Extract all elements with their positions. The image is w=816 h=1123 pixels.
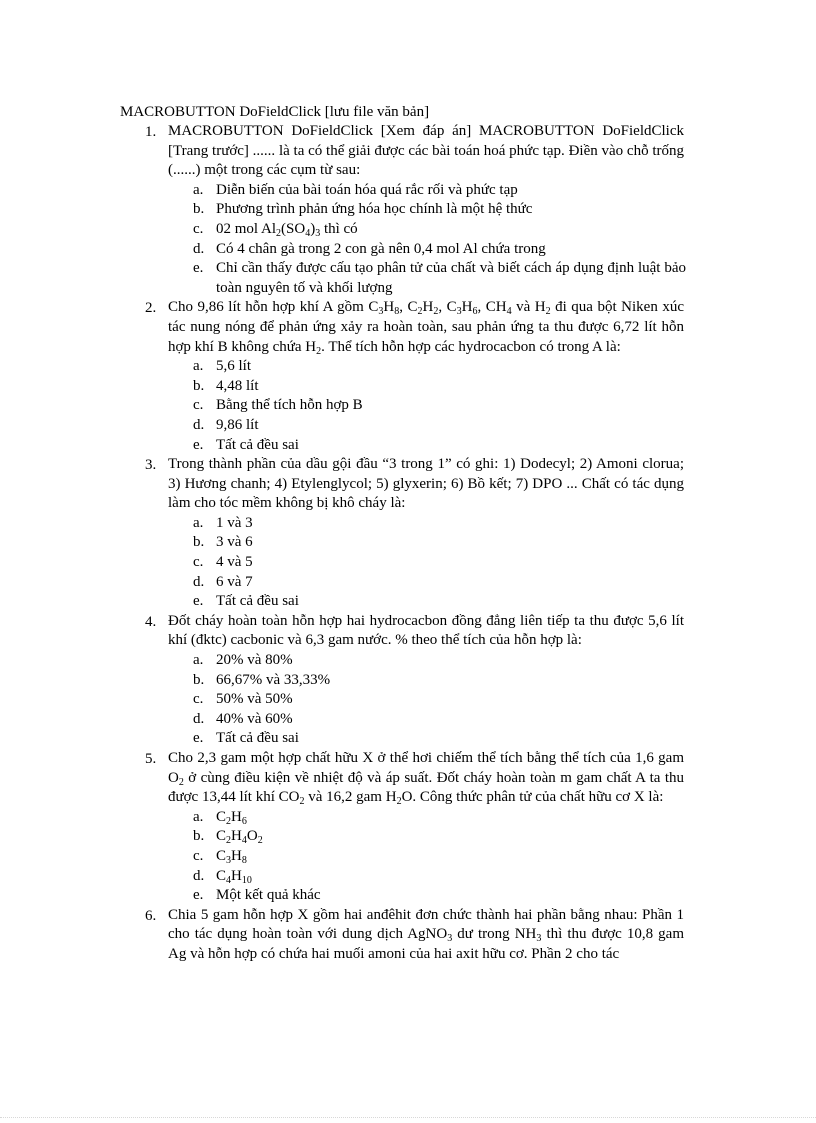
question-item (0, 749, 816, 906)
answer-option-label: e. (193, 260, 204, 277)
answer-option-label: c. (193, 691, 204, 708)
answer-option-text: Tất cả đều sai (216, 593, 299, 610)
answer-option (0, 240, 816, 260)
answer-option-text: 66,67% và 33,33% (216, 671, 331, 688)
answer-option-label: e. (193, 730, 204, 747)
question-item (0, 906, 816, 965)
question-item (0, 298, 816, 455)
answer-option-text: Bằng thể tích hỗn hợp B (216, 397, 363, 414)
answer-option (0, 671, 816, 691)
answer-option-text: Phương trình phản ứng hóa học chính là một hệ thức (216, 201, 533, 218)
answer-option-label: a. (193, 358, 204, 375)
answer-option-text: 9,86 lít (216, 416, 259, 433)
answer-option-label: c. (193, 220, 204, 237)
answer-option (0, 827, 816, 847)
answer-option (0, 847, 816, 867)
answer-option (0, 396, 816, 416)
answer-option (0, 886, 816, 906)
question-text: Chia 5 gam hỗn hợp X gồm hai anđêhit đơn chức thành hai phần bằng nhau: Phần 1 cho tác dụng hoàn toàn với dung dịch AgNO$_3$ dư trong $NH_3$ thì thu được 10,8 gam Ag và hỗn hợp có chứa hai muối amoni của hai axit hữu cơ. Phần 2 cho tác (168, 906, 684, 962)
question-item (0, 122, 816, 298)
answer-options (0, 357, 816, 455)
answer-option (0, 651, 816, 671)
answer-options (0, 514, 816, 612)
question-number: 3. (145, 457, 157, 474)
answer-option-label: d. (193, 240, 205, 257)
answer-option (0, 867, 816, 887)
answer-option-text: 20% và 80% (216, 652, 293, 669)
question-item (0, 612, 816, 749)
question-number: 2. (145, 300, 157, 317)
answer-option-text: 3 và 6 (216, 534, 253, 551)
answer-option-label: b. (193, 534, 205, 551)
answer-option-text: $C_2H_6$ (216, 808, 247, 827)
answer-option-label: c. (193, 554, 204, 571)
answer-option-label: a. (193, 652, 204, 669)
question-text: MACROBUTTON DoFieldClick [Xem đáp án] MACROBUTTON DoFieldClick [Trang trước] ...... là ta có thể giải được các bài toán hoá phức tạp. Điền vào chỗ trống (......) một trong các cụm từ sau: (168, 123, 684, 179)
answer-option-text: $C_2H_4O_2$ (216, 828, 263, 847)
answer-option-label: b. (193, 201, 205, 218)
answer-option (0, 729, 816, 749)
answer-option-text: $C_4H_{10}$ (216, 867, 252, 886)
answer-option (0, 573, 816, 593)
answer-option (0, 220, 816, 240)
answer-option-text: Tất cả đều sai (216, 730, 299, 747)
answer-option-label: a. (193, 181, 204, 198)
answer-option (0, 377, 816, 397)
answer-option-label: d. (193, 573, 205, 590)
answer-options (0, 651, 816, 749)
answer-option-label: a. (193, 808, 204, 825)
answer-option (0, 710, 816, 730)
answer-option-text: 1 và 3 (216, 514, 253, 531)
answer-option-label: e. (193, 436, 204, 453)
answer-option-label: b. (193, 828, 205, 845)
question-number: 1. (145, 124, 157, 140)
answer-options (0, 808, 816, 906)
question-text: Đốt cháy hoàn toàn hỗn hợp hai hydrocacbon đồng đẳng liên tiếp ta thu được 5,6 lít khí (đktc) cacbonic và 6,3 gam nước. % theo thể tích của hỗn hợp là: (168, 612, 684, 649)
answer-option-text: Có 4 chân gà trong 2 con gà nên 0,4 mol Al chứa trong (216, 240, 546, 257)
answer-option-label: d. (193, 416, 205, 433)
question-list (0, 122, 816, 965)
answer-option-label: a. (193, 514, 204, 531)
question-number: 4. (145, 613, 157, 630)
answer-option-label: d. (193, 867, 205, 884)
answer-option-text: Tất cả đều sai (216, 436, 299, 453)
answer-option-text: 6 và 7 (216, 573, 253, 590)
answer-options (0, 181, 816, 299)
answer-option (0, 200, 816, 220)
answer-option-text: Chỉ cần thấy được cấu tạo phân tử của chất và biết cách áp dụng định luật bảo toàn nguyên tố và khối lượng (216, 260, 686, 296)
answer-option-text: 50% và 50% (216, 691, 293, 708)
answer-option (0, 808, 816, 828)
answer-option-label: c. (193, 847, 204, 864)
answer-option-text: Một kết quả khác (216, 887, 321, 904)
answer-option-text: 4 và 5 (216, 554, 253, 571)
answer-option (0, 592, 816, 612)
answer-option (0, 259, 816, 298)
question-number: 6. (145, 907, 157, 924)
question-text: Cho 2,3 gam một hợp chất hữu X ở thể hơi chiếm thể tích bằng thể tích của 1,6 gam $O_2$ ở cùng điều kiện về nhiệt độ và áp suất. Đốt cháy hoàn toàn m gam chất A ta thu được 13,44 lít khí $CO_2$ và 16,2 gam $H_2O$. Công thức phân tử của chất hữu cơ X là: (168, 750, 684, 808)
answer-option-text: 5,6 lít (216, 358, 252, 375)
answer-option-label: d. (193, 710, 205, 727)
answer-option (0, 553, 816, 573)
question-text: Trong thành phần của dầu gội đầu “3 trong 1” có ghi: 1) Dodecyl; 2) Amoni clorua; 3) Hương chanh; 4) Etylenglycol; 5) glyxerin; 6) Bồ kết; 7) DPO ... Chất có tác dụng làm cho tóc mềm không bị khô cháy là: (168, 456, 684, 512)
answer-option-label: b. (193, 377, 205, 394)
answer-option (0, 181, 816, 201)
answer-option-text: 4,48 lít (216, 377, 259, 394)
question-text: Cho 9,86 lít hỗn hợp khí A gồm $C_3H_8$, $C_2H_2$, $C_3H_6$, $CH_4$ và $H_2$ đi qua bột Niken xúc tác nung nóng để phản ứng xảy ra hoàn toàn, sau phản ứng ta thu được 6,72 lít hỗn hợp khí B không chứa $H_2$. Thể tích hỗn hợp các hydrocacbon có trong A là: (168, 299, 684, 357)
answer-option-text: $C_3H_8$ (216, 847, 247, 866)
answer-option-label: e. (193, 593, 204, 610)
answer-option (0, 533, 816, 553)
answer-option-text: 02 mol $Al_2(SO_4)_3$ thì có (216, 220, 358, 239)
answer-option (0, 690, 816, 710)
macrobutton-save-file[interactable]: MACROBUTTON DoFieldClick [lưu file văn bản] (120, 104, 430, 120)
page-bottom-border (0, 1117, 816, 1118)
answer-option-label: c. (193, 397, 204, 414)
question-number: 5. (145, 751, 157, 767)
answer-option-label: b. (193, 671, 205, 688)
answer-option-label: e. (193, 887, 204, 904)
answer-option (0, 436, 816, 456)
answer-option (0, 514, 816, 534)
answer-option-text: 40% và 60% (216, 710, 293, 727)
answer-option-text: Diễn biến của bài toán hóa quá rắc rối và phức tạp (216, 181, 518, 198)
answer-option (0, 416, 816, 436)
question-item (0, 455, 816, 612)
answer-option (0, 357, 816, 377)
